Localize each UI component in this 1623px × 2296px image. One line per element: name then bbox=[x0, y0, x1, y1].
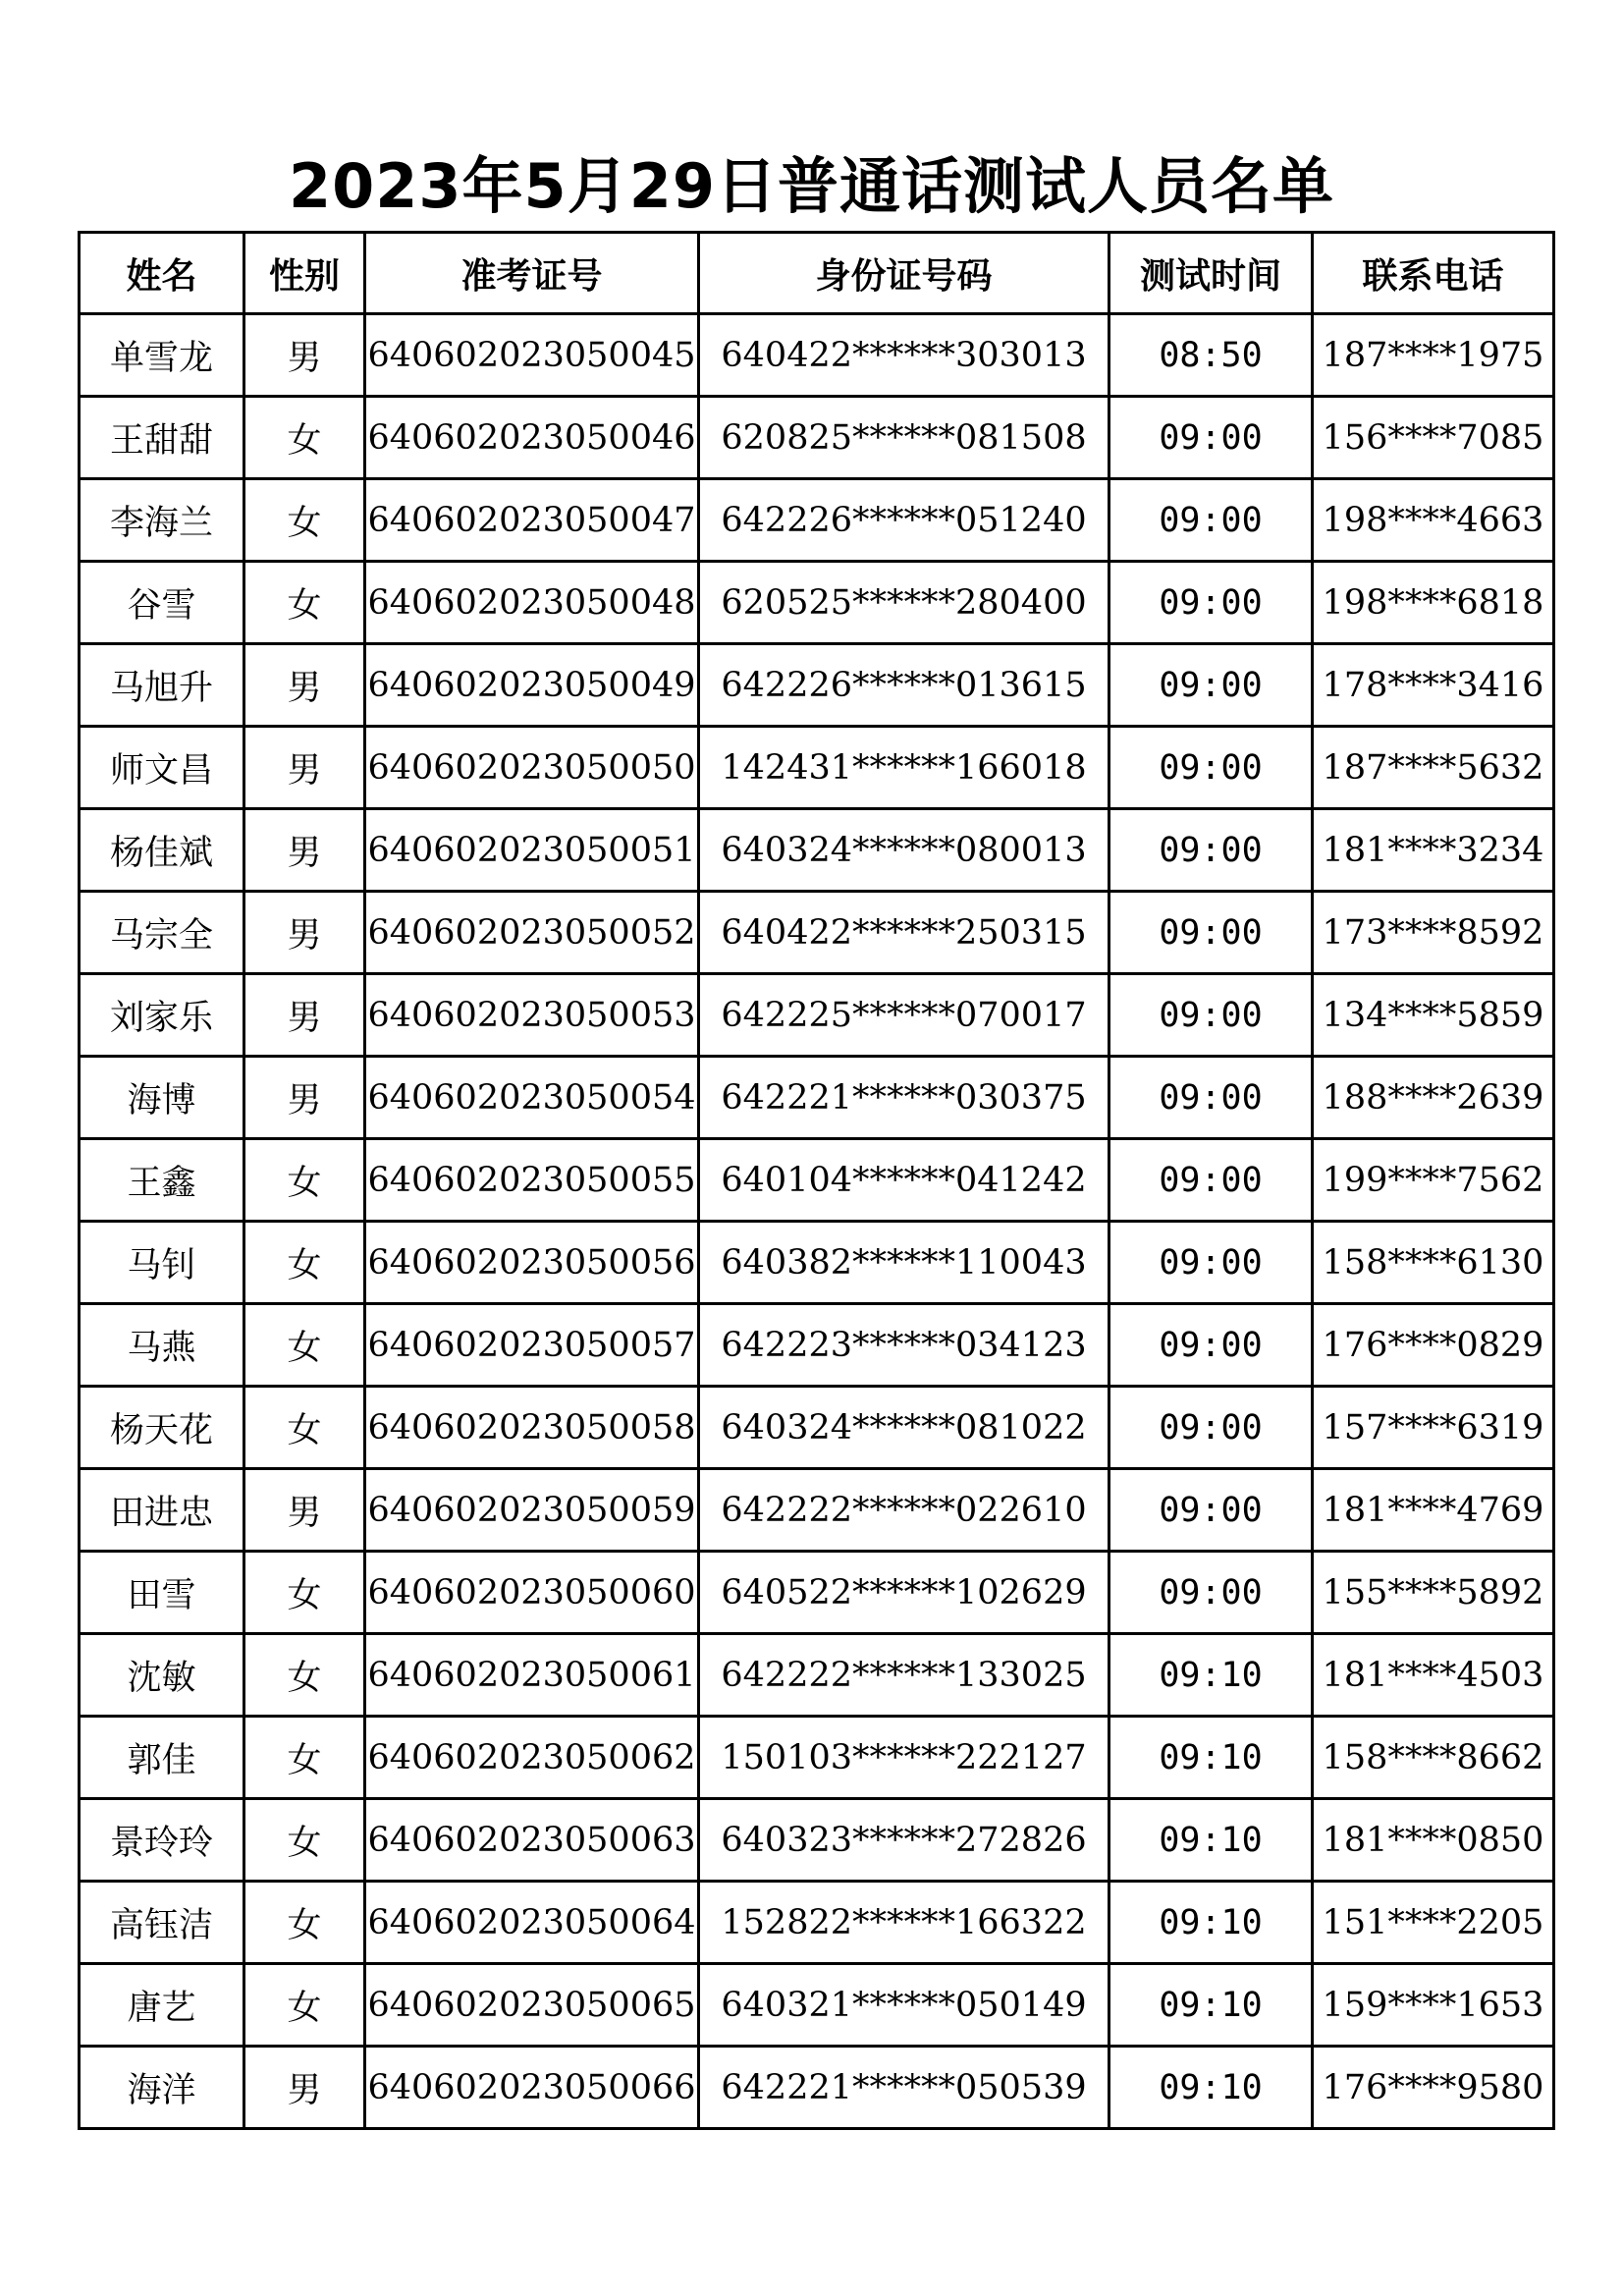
cell-name: 高钰洁 bbox=[80, 1882, 244, 1964]
cell-exam-id: 640602023050049 bbox=[365, 644, 699, 727]
cell-name: 王鑫 bbox=[80, 1139, 244, 1222]
cell-gender: 女 bbox=[244, 1304, 365, 1387]
cell-exam-id: 640602023050047 bbox=[365, 479, 699, 562]
cell-id-number: 640104******041242 bbox=[699, 1139, 1109, 1222]
cell-id-number: 640324******081022 bbox=[699, 1387, 1109, 1469]
cell-exam-id: 640602023050051 bbox=[365, 809, 699, 892]
header-exam-id: 准考证号 bbox=[365, 233, 699, 314]
cell-test-time: 09:00 bbox=[1109, 809, 1313, 892]
cell-phone: 176****0829 bbox=[1313, 1304, 1554, 1387]
cell-test-time: 09:00 bbox=[1109, 562, 1313, 644]
cell-test-time: 09:00 bbox=[1109, 892, 1313, 974]
cell-exam-id: 640602023050050 bbox=[365, 727, 699, 809]
cell-id-number: 640382******110043 bbox=[699, 1222, 1109, 1304]
cell-test-time: 09:10 bbox=[1109, 1882, 1313, 1964]
cell-test-time: 09:00 bbox=[1109, 1057, 1313, 1139]
cell-name: 刘家乐 bbox=[80, 974, 244, 1057]
cell-gender: 女 bbox=[244, 1882, 365, 1964]
cell-exam-id: 640602023050052 bbox=[365, 892, 699, 974]
cell-id-number: 640522******102629 bbox=[699, 1552, 1109, 1634]
cell-gender: 男 bbox=[244, 1469, 365, 1552]
cell-phone: 173****8592 bbox=[1313, 892, 1554, 974]
cell-phone: 158****6130 bbox=[1313, 1222, 1554, 1304]
table-row bbox=[80, 1469, 1554, 1552]
table-row bbox=[80, 479, 1554, 562]
cell-test-time: 09:00 bbox=[1109, 1304, 1313, 1387]
table-row bbox=[80, 397, 1554, 479]
cell-name: 唐艺 bbox=[80, 1964, 244, 2047]
cell-id-number: 620825******081508 bbox=[699, 397, 1109, 479]
cell-exam-id: 640602023050058 bbox=[365, 1387, 699, 1469]
cell-gender: 女 bbox=[244, 1222, 365, 1304]
header-name: 姓名 bbox=[80, 233, 244, 314]
cell-name: 王甜甜 bbox=[80, 397, 244, 479]
cell-gender: 女 bbox=[244, 1139, 365, 1222]
cell-name: 田雪 bbox=[80, 1552, 244, 1634]
cell-name: 单雪龙 bbox=[80, 314, 244, 397]
cell-gender: 男 bbox=[244, 809, 365, 892]
table-row bbox=[80, 1304, 1554, 1387]
table-row bbox=[80, 644, 1554, 727]
cell-phone: 158****8662 bbox=[1313, 1717, 1554, 1799]
cell-gender: 女 bbox=[244, 1387, 365, 1469]
cell-id-number: 152822******166322 bbox=[699, 1882, 1109, 1964]
cell-phone: 159****1653 bbox=[1313, 1964, 1554, 2047]
cell-test-time: 09:00 bbox=[1109, 1139, 1313, 1222]
cell-phone: 176****9580 bbox=[1313, 2047, 1554, 2129]
cell-name: 郭佳 bbox=[80, 1717, 244, 1799]
cell-test-time: 09:10 bbox=[1109, 2047, 1313, 2129]
cell-name: 杨天花 bbox=[80, 1387, 244, 1469]
cell-gender: 男 bbox=[244, 2047, 365, 2129]
cell-id-number: 642225******070017 bbox=[699, 974, 1109, 1057]
header-phone: 联系电话 bbox=[1313, 233, 1554, 314]
cell-gender: 男 bbox=[244, 727, 365, 809]
table-row bbox=[80, 974, 1554, 1057]
cell-test-time: 09:00 bbox=[1109, 727, 1313, 809]
cell-gender: 男 bbox=[244, 644, 365, 727]
header-id-number: 身份证号码 bbox=[699, 233, 1109, 314]
cell-phone: 187****1975 bbox=[1313, 314, 1554, 397]
table-row bbox=[80, 1964, 1554, 2047]
cell-phone: 199****7562 bbox=[1313, 1139, 1554, 1222]
cell-exam-id: 640602023050059 bbox=[365, 1469, 699, 1552]
cell-gender: 女 bbox=[244, 1717, 365, 1799]
cell-phone: 178****3416 bbox=[1313, 644, 1554, 727]
cell-id-number: 150103******222127 bbox=[699, 1717, 1109, 1799]
cell-test-time: 09:10 bbox=[1109, 1964, 1313, 2047]
cell-phone: 181****4503 bbox=[1313, 1634, 1554, 1717]
cell-phone: 181****3234 bbox=[1313, 809, 1554, 892]
cell-name: 师文昌 bbox=[80, 727, 244, 809]
table-row bbox=[80, 1139, 1554, 1222]
cell-exam-id: 640602023050054 bbox=[365, 1057, 699, 1139]
roster-body bbox=[80, 314, 1554, 2129]
cell-exam-id: 640602023050062 bbox=[365, 1717, 699, 1799]
cell-gender: 女 bbox=[244, 1799, 365, 1882]
cell-phone: 187****5632 bbox=[1313, 727, 1554, 809]
cell-exam-id: 640602023050053 bbox=[365, 974, 699, 1057]
cell-test-time: 09:00 bbox=[1109, 1469, 1313, 1552]
cell-phone: 198****4663 bbox=[1313, 479, 1554, 562]
table-row bbox=[80, 892, 1554, 974]
cell-id-number: 642221******050539 bbox=[699, 2047, 1109, 2129]
table-row bbox=[80, 2047, 1554, 2129]
cell-name: 马宗全 bbox=[80, 892, 244, 974]
cell-phone: 198****6818 bbox=[1313, 562, 1554, 644]
cell-name: 马旭升 bbox=[80, 644, 244, 727]
table-row bbox=[80, 1222, 1554, 1304]
table-row bbox=[80, 1882, 1554, 1964]
cell-exam-id: 640602023050046 bbox=[365, 397, 699, 479]
cell-exam-id: 640602023050057 bbox=[365, 1304, 699, 1387]
cell-test-time: 09:00 bbox=[1109, 1552, 1313, 1634]
cell-id-number: 642222******133025 bbox=[699, 1634, 1109, 1717]
cell-gender: 女 bbox=[244, 1634, 365, 1717]
cell-test-time: 09:00 bbox=[1109, 974, 1313, 1057]
cell-exam-id: 640602023050056 bbox=[365, 1222, 699, 1304]
cell-test-time: 08:50 bbox=[1109, 314, 1313, 397]
cell-exam-id: 640602023050066 bbox=[365, 2047, 699, 2129]
table-row bbox=[80, 809, 1554, 892]
cell-name: 景玲玲 bbox=[80, 1799, 244, 1882]
cell-name: 海洋 bbox=[80, 2047, 244, 2129]
cell-gender: 女 bbox=[244, 397, 365, 479]
cell-name: 李海兰 bbox=[80, 479, 244, 562]
cell-phone: 181****4769 bbox=[1313, 1469, 1554, 1552]
cell-phone: 151****2205 bbox=[1313, 1882, 1554, 1964]
header-row bbox=[80, 233, 1554, 314]
cell-id-number: 640324******080013 bbox=[699, 809, 1109, 892]
cell-test-time: 09:10 bbox=[1109, 1717, 1313, 1799]
cell-name: 马燕 bbox=[80, 1304, 244, 1387]
table-row bbox=[80, 1387, 1554, 1469]
cell-test-time: 09:00 bbox=[1109, 1387, 1313, 1469]
header-test-time: 测试时间 bbox=[1109, 233, 1313, 314]
cell-id-number: 642222******022610 bbox=[699, 1469, 1109, 1552]
cell-phone: 134****5859 bbox=[1313, 974, 1554, 1057]
cell-test-time: 09:00 bbox=[1109, 1222, 1313, 1304]
table-row bbox=[80, 727, 1554, 809]
cell-gender: 男 bbox=[244, 314, 365, 397]
cell-name: 杨佳斌 bbox=[80, 809, 244, 892]
cell-exam-id: 640602023050064 bbox=[365, 1882, 699, 1964]
cell-test-time: 09:10 bbox=[1109, 1634, 1313, 1717]
table-row bbox=[80, 1552, 1554, 1634]
cell-name: 马钊 bbox=[80, 1222, 244, 1304]
cell-gender: 男 bbox=[244, 974, 365, 1057]
cell-id-number: 640422******303013 bbox=[699, 314, 1109, 397]
cell-test-time: 09:10 bbox=[1109, 1799, 1313, 1882]
cell-id-number: 642226******051240 bbox=[699, 479, 1109, 562]
cell-exam-id: 640602023050065 bbox=[365, 1964, 699, 2047]
header-gender: 性别 bbox=[244, 233, 365, 314]
cell-gender: 女 bbox=[244, 1964, 365, 2047]
cell-id-number: 642221******030375 bbox=[699, 1057, 1109, 1139]
table-row bbox=[80, 1634, 1554, 1717]
cell-exam-id: 640602023050061 bbox=[365, 1634, 699, 1717]
cell-name: 田进忠 bbox=[80, 1469, 244, 1552]
cell-exam-id: 640602023050048 bbox=[365, 562, 699, 644]
cell-id-number: 642223******034123 bbox=[699, 1304, 1109, 1387]
cell-exam-id: 640602023050063 bbox=[365, 1799, 699, 1882]
cell-phone: 155****5892 bbox=[1313, 1552, 1554, 1634]
cell-gender: 女 bbox=[244, 562, 365, 644]
cell-gender: 男 bbox=[244, 892, 365, 974]
cell-name: 沈敏 bbox=[80, 1634, 244, 1717]
cell-gender: 男 bbox=[244, 1057, 365, 1139]
cell-phone: 181****0850 bbox=[1313, 1799, 1554, 1882]
cell-id-number: 640323******272826 bbox=[699, 1799, 1109, 1882]
cell-name: 海博 bbox=[80, 1057, 244, 1139]
cell-exam-id: 640602023050060 bbox=[365, 1552, 699, 1634]
cell-exam-id: 640602023050045 bbox=[365, 314, 699, 397]
cell-gender: 女 bbox=[244, 479, 365, 562]
cell-id-number: 620525******280400 bbox=[699, 562, 1109, 644]
table-row bbox=[80, 1717, 1554, 1799]
page-title: 2023年5月29日普通话测试人员名单 bbox=[289, 150, 1334, 222]
cell-test-time: 09:00 bbox=[1109, 644, 1313, 727]
cell-id-number: 642226******013615 bbox=[699, 644, 1109, 727]
cell-phone: 157****6319 bbox=[1313, 1387, 1554, 1469]
cell-id-number: 142431******166018 bbox=[699, 727, 1109, 809]
cell-name: 谷雪 bbox=[80, 562, 244, 644]
cell-exam-id: 640602023050055 bbox=[365, 1139, 699, 1222]
cell-phone: 188****2639 bbox=[1313, 1057, 1554, 1139]
table-row bbox=[80, 1057, 1554, 1139]
table-row bbox=[80, 562, 1554, 644]
cell-phone: 156****7085 bbox=[1313, 397, 1554, 479]
cell-gender: 女 bbox=[244, 1552, 365, 1634]
cell-id-number: 640422******250315 bbox=[699, 892, 1109, 974]
cell-test-time: 09:00 bbox=[1109, 479, 1313, 562]
cell-test-time: 09:00 bbox=[1109, 397, 1313, 479]
table-row bbox=[80, 1799, 1554, 1882]
roster-table bbox=[78, 231, 1555, 2130]
table-row bbox=[80, 314, 1554, 397]
cell-id-number: 640321******050149 bbox=[699, 1964, 1109, 2047]
